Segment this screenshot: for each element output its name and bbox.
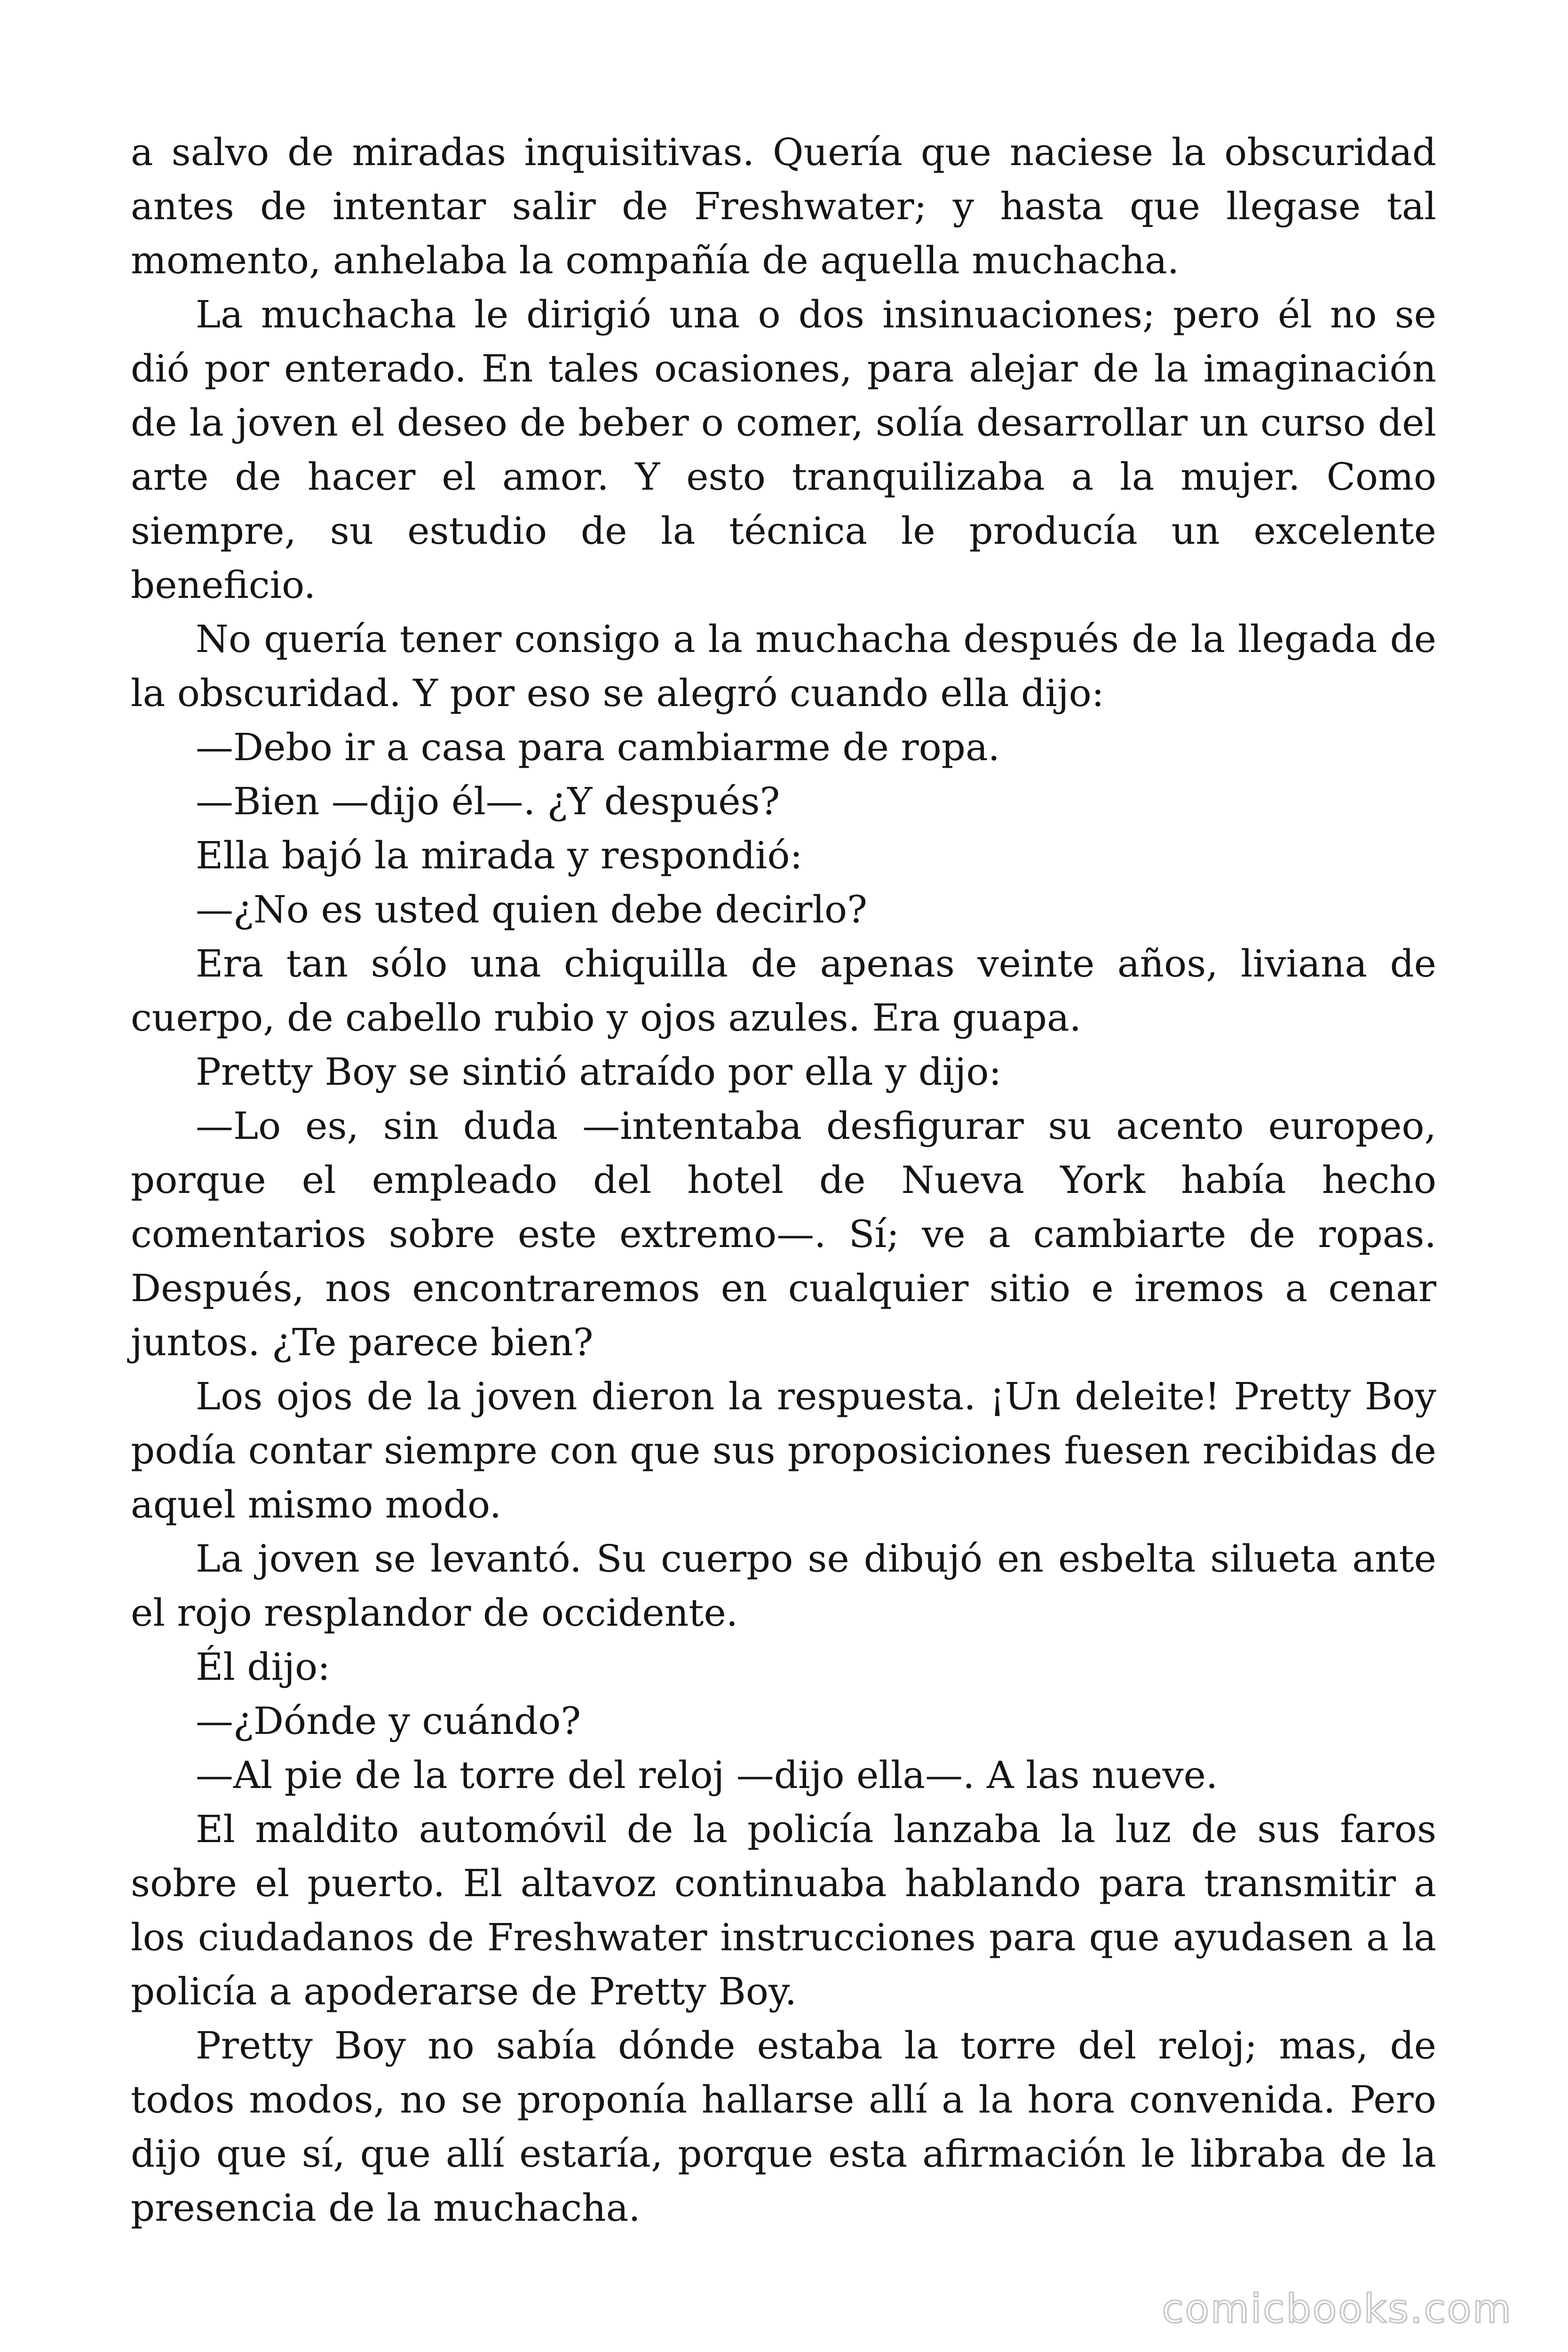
paragraph: Ella bajó la mirada y respondió: [196, 834, 803, 877]
paragraph: —Lo es, sin duda —intentaba desfigurar su acento europeo, porque el empleado del hotel de Nueva York había hecho comentarios sobre este extremo—. Sí; ve a cambiarte de ropas. Después, nos encontraremos en cualquier sitio e iremos a cenar juntos. ¿Te parece bien? [131, 1104, 1436, 1364]
paragraph: —Debo ir a casa para cambiarme de ropa. [196, 725, 1000, 769]
paragraph: Era tan sólo una chiquilla de apenas veinte años, liviana de cuerpo, de cabello rubio y ojos azules. Era guapa. [131, 942, 1436, 1040]
paragraph: Pretty Boy se sintió atraído por ella y dijo: [196, 1050, 1002, 1094]
paragraph: La joven se levantó. Su cuerpo se dibujó en esbelta silueta ante el rojo resplandor de occidente. [131, 1537, 1436, 1635]
paragraph: La muchacha le dirigió una o dos insinuaciones; pero él no se dió por enterado. En tales ocasiones, para alejar de la imaginación de la joven el deseo de beber o comer, solía desarrollar un curso del arte de hacer el amor. Y esto tranquilizaba a la mujer. Como siempre, su estudio de la técnica le producía un excelente beneficio. [131, 293, 1436, 607]
paragraph: Él dijo: [196, 1645, 331, 1689]
paragraph: Pretty Boy no sabía dónde estaba la torre del reloj; mas, de todos modos, no se proponía hallarse allí a la hora convenida. Pero dijo que sí, que allí estaría, porque esta afirmación le libraba de la presencia de la muchacha. [131, 2024, 1436, 2230]
paragraph: —Al pie de la torre del reloj —dijo ella—. A las nueve. [196, 1753, 1218, 1797]
watermark: comicbooks.com [1162, 2286, 1513, 2332]
paragraph: Los ojos de la joven dieron la respuesta. ¡Un deleite! Pretty Boy podía contar siempre con que sus proposiciones fuesen recibidas de aquel mismo modo. [131, 1375, 1436, 1526]
paragraph: No quería tener consigo a la muchacha después de la llegada de la obscuridad. Y por eso se alegró cuando ella dijo: [131, 617, 1436, 715]
body-text [131, 125, 1436, 2235]
paragraph: —¿No es usted quien debe decirlo? [196, 888, 868, 931]
paragraph: —Bien —dijo él—. ¿Y después? [196, 779, 780, 823]
paragraph: —¿Dónde y cuándo? [196, 1699, 581, 1743]
paragraph: El maldito automóvil de la policía lanzaba la luz de sus faros sobre el puerto. El altavoz continuaba hablando para transmitir a los ciudadanos de Freshwater instrucciones para que ayudasen a la policía a apoderarse de Pretty Boy. [131, 1807, 1436, 2013]
paragraph: a salvo de miradas inquisitivas. Quería que naciese la obscuridad antes de intentar salir de Freshwater; y hasta que llegase tal momento, anhelaba la compañía de aquella muchacha. [131, 130, 1436, 282]
